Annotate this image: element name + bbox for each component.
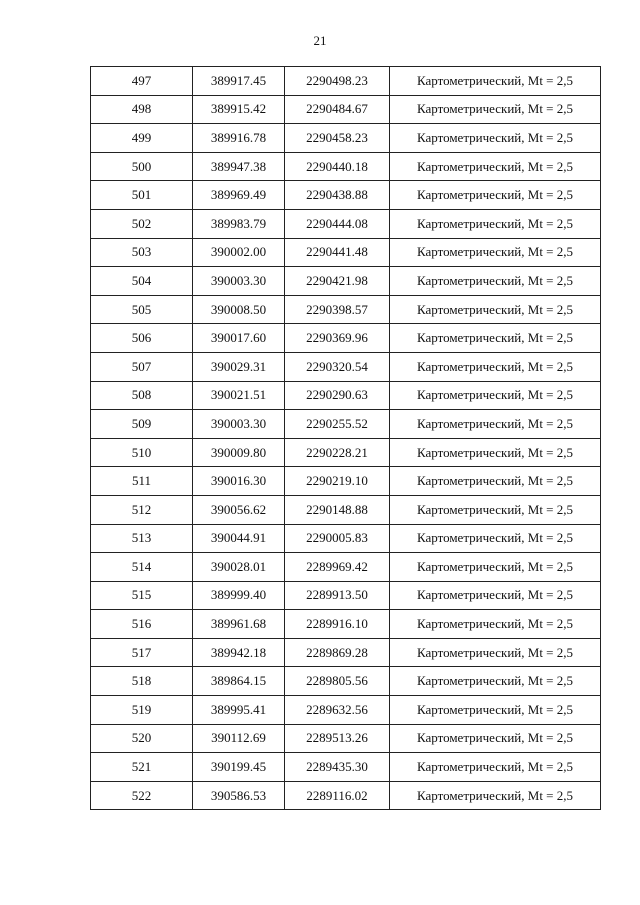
x-coordinate-cell: 389969.49 — [193, 181, 285, 210]
table-row — [91, 95, 601, 124]
point-number-cell: 521 — [91, 753, 193, 782]
method-cell: Картометрический, Mt = 2,5 — [390, 696, 601, 725]
table-row — [91, 610, 601, 639]
table-row — [91, 410, 601, 439]
y-coordinate-cell: 2289632.56 — [285, 696, 390, 725]
method-cell: Картометрический, Mt = 2,5 — [390, 152, 601, 181]
table-row — [91, 467, 601, 496]
table-row — [91, 152, 601, 181]
table-row — [91, 238, 601, 267]
y-coordinate-cell: 2290228.21 — [285, 438, 390, 467]
point-number-cell: 503 — [91, 238, 193, 267]
coordinates-table-body — [91, 67, 601, 810]
y-coordinate-cell: 2290320.54 — [285, 352, 390, 381]
y-coordinate-cell: 2290498.23 — [285, 67, 390, 96]
x-coordinate-cell: 390017.60 — [193, 324, 285, 353]
point-number-cell: 501 — [91, 181, 193, 210]
table-row — [91, 267, 601, 296]
page-number: 21 — [313, 33, 327, 48]
coordinates-table — [90, 66, 601, 810]
method-cell: Картометрический, Mt = 2,5 — [390, 181, 601, 210]
point-number-cell: 519 — [91, 696, 193, 725]
method-cell: Картометрический, Mt = 2,5 — [390, 238, 601, 267]
method-cell: Картометрический, Mt = 2,5 — [390, 724, 601, 753]
table-row — [91, 352, 601, 381]
y-coordinate-cell: 2290219.10 — [285, 467, 390, 496]
table-row — [91, 781, 601, 810]
table-row — [91, 438, 601, 467]
x-coordinate-cell: 389917.45 — [193, 67, 285, 96]
x-coordinate-cell: 390056.62 — [193, 495, 285, 524]
method-cell: Картометрический, Mt = 2,5 — [390, 753, 601, 782]
point-number-cell: 504 — [91, 267, 193, 296]
x-coordinate-cell: 389947.38 — [193, 152, 285, 181]
y-coordinate-cell: 2290255.52 — [285, 410, 390, 439]
method-cell: Картометрический, Mt = 2,5 — [390, 209, 601, 238]
method-cell: Картометрический, Mt = 2,5 — [390, 610, 601, 639]
method-cell: Картометрический, Mt = 2,5 — [390, 381, 601, 410]
x-coordinate-cell: 389995.41 — [193, 696, 285, 725]
method-cell: Картометрический, Mt = 2,5 — [390, 667, 601, 696]
x-coordinate-cell: 390029.31 — [193, 352, 285, 381]
table-row — [91, 495, 601, 524]
x-coordinate-cell: 390009.80 — [193, 438, 285, 467]
y-coordinate-cell: 2290441.48 — [285, 238, 390, 267]
y-coordinate-cell: 2290005.83 — [285, 524, 390, 553]
y-coordinate-cell: 2289116.02 — [285, 781, 390, 810]
table-row — [91, 181, 601, 210]
method-cell: Картометрический, Mt = 2,5 — [390, 495, 601, 524]
table-row — [91, 696, 601, 725]
table-row — [91, 324, 601, 353]
method-cell: Картометрический, Mt = 2,5 — [390, 524, 601, 553]
point-number-cell: 513 — [91, 524, 193, 553]
x-coordinate-cell: 389942.18 — [193, 638, 285, 667]
y-coordinate-cell: 2289916.10 — [285, 610, 390, 639]
y-coordinate-cell: 2290484.67 — [285, 95, 390, 124]
point-number-cell: 514 — [91, 553, 193, 582]
y-coordinate-cell: 2290440.18 — [285, 152, 390, 181]
method-cell: Картометрический, Mt = 2,5 — [390, 410, 601, 439]
table-row — [91, 209, 601, 238]
method-cell: Картометрический, Mt = 2,5 — [390, 267, 601, 296]
x-coordinate-cell: 389916.78 — [193, 124, 285, 153]
y-coordinate-cell: 2289805.56 — [285, 667, 390, 696]
method-cell: Картометрический, Mt = 2,5 — [390, 467, 601, 496]
method-cell: Картометрический, Mt = 2,5 — [390, 95, 601, 124]
x-coordinate-cell: 390028.01 — [193, 553, 285, 582]
x-coordinate-cell: 390002.00 — [193, 238, 285, 267]
point-number-cell: 507 — [91, 352, 193, 381]
method-cell: Картометрический, Mt = 2,5 — [390, 638, 601, 667]
x-coordinate-cell: 390021.51 — [193, 381, 285, 410]
point-number-cell: 516 — [91, 610, 193, 639]
point-number-cell: 499 — [91, 124, 193, 153]
y-coordinate-cell: 2289869.28 — [285, 638, 390, 667]
point-number-cell: 508 — [91, 381, 193, 410]
y-coordinate-cell: 2290290.63 — [285, 381, 390, 410]
point-number-cell: 511 — [91, 467, 193, 496]
point-number-cell: 517 — [91, 638, 193, 667]
point-number-cell: 509 — [91, 410, 193, 439]
point-number-cell: 515 — [91, 581, 193, 610]
point-number-cell: 497 — [91, 67, 193, 96]
y-coordinate-cell: 2289435.30 — [285, 753, 390, 782]
table-row — [91, 67, 601, 96]
point-number-cell: 518 — [91, 667, 193, 696]
method-cell: Картометрический, Mt = 2,5 — [390, 553, 601, 582]
x-coordinate-cell: 390003.30 — [193, 410, 285, 439]
method-cell: Картометрический, Mt = 2,5 — [390, 438, 601, 467]
method-cell: Картометрический, Mt = 2,5 — [390, 124, 601, 153]
x-coordinate-cell: 390199.45 — [193, 753, 285, 782]
table-row — [91, 124, 601, 153]
y-coordinate-cell: 2290421.98 — [285, 267, 390, 296]
method-cell: Картометрический, Mt = 2,5 — [390, 295, 601, 324]
table-row — [91, 581, 601, 610]
x-coordinate-cell: 390008.50 — [193, 295, 285, 324]
y-coordinate-cell: 2290398.57 — [285, 295, 390, 324]
point-number-cell: 510 — [91, 438, 193, 467]
y-coordinate-cell: 2289913.50 — [285, 581, 390, 610]
table-row — [91, 553, 601, 582]
x-coordinate-cell: 390112.69 — [193, 724, 285, 753]
table-row — [91, 638, 601, 667]
table-row — [91, 724, 601, 753]
table-row — [91, 295, 601, 324]
y-coordinate-cell: 2290444.08 — [285, 209, 390, 238]
method-cell: Картометрический, Mt = 2,5 — [390, 67, 601, 96]
table-row — [91, 753, 601, 782]
method-cell: Картометрический, Mt = 2,5 — [390, 581, 601, 610]
y-coordinate-cell: 2289513.26 — [285, 724, 390, 753]
y-coordinate-cell: 2290148.88 — [285, 495, 390, 524]
x-coordinate-cell: 389999.40 — [193, 581, 285, 610]
x-coordinate-cell: 389915.42 — [193, 95, 285, 124]
x-coordinate-cell: 390016.30 — [193, 467, 285, 496]
x-coordinate-cell: 390003.30 — [193, 267, 285, 296]
point-number-cell: 498 — [91, 95, 193, 124]
point-number-cell: 505 — [91, 295, 193, 324]
point-number-cell: 506 — [91, 324, 193, 353]
point-number-cell: 512 — [91, 495, 193, 524]
point-number-cell: 520 — [91, 724, 193, 753]
point-number-cell: 502 — [91, 209, 193, 238]
y-coordinate-cell: 2290438.88 — [285, 181, 390, 210]
method-cell: Картометрический, Mt = 2,5 — [390, 324, 601, 353]
y-coordinate-cell: 2290369.96 — [285, 324, 390, 353]
y-coordinate-cell: 2289969.42 — [285, 553, 390, 582]
table-row — [91, 381, 601, 410]
x-coordinate-cell: 390586.53 — [193, 781, 285, 810]
method-cell: Картометрический, Mt = 2,5 — [390, 781, 601, 810]
x-coordinate-cell: 389961.68 — [193, 610, 285, 639]
x-coordinate-cell: 389864.15 — [193, 667, 285, 696]
method-cell: Картометрический, Mt = 2,5 — [390, 352, 601, 381]
point-number-cell: 500 — [91, 152, 193, 181]
y-coordinate-cell: 2290458.23 — [285, 124, 390, 153]
table-row — [91, 524, 601, 553]
point-number-cell: 522 — [91, 781, 193, 810]
x-coordinate-cell: 389983.79 — [193, 209, 285, 238]
x-coordinate-cell: 390044.91 — [193, 524, 285, 553]
table-row — [91, 667, 601, 696]
